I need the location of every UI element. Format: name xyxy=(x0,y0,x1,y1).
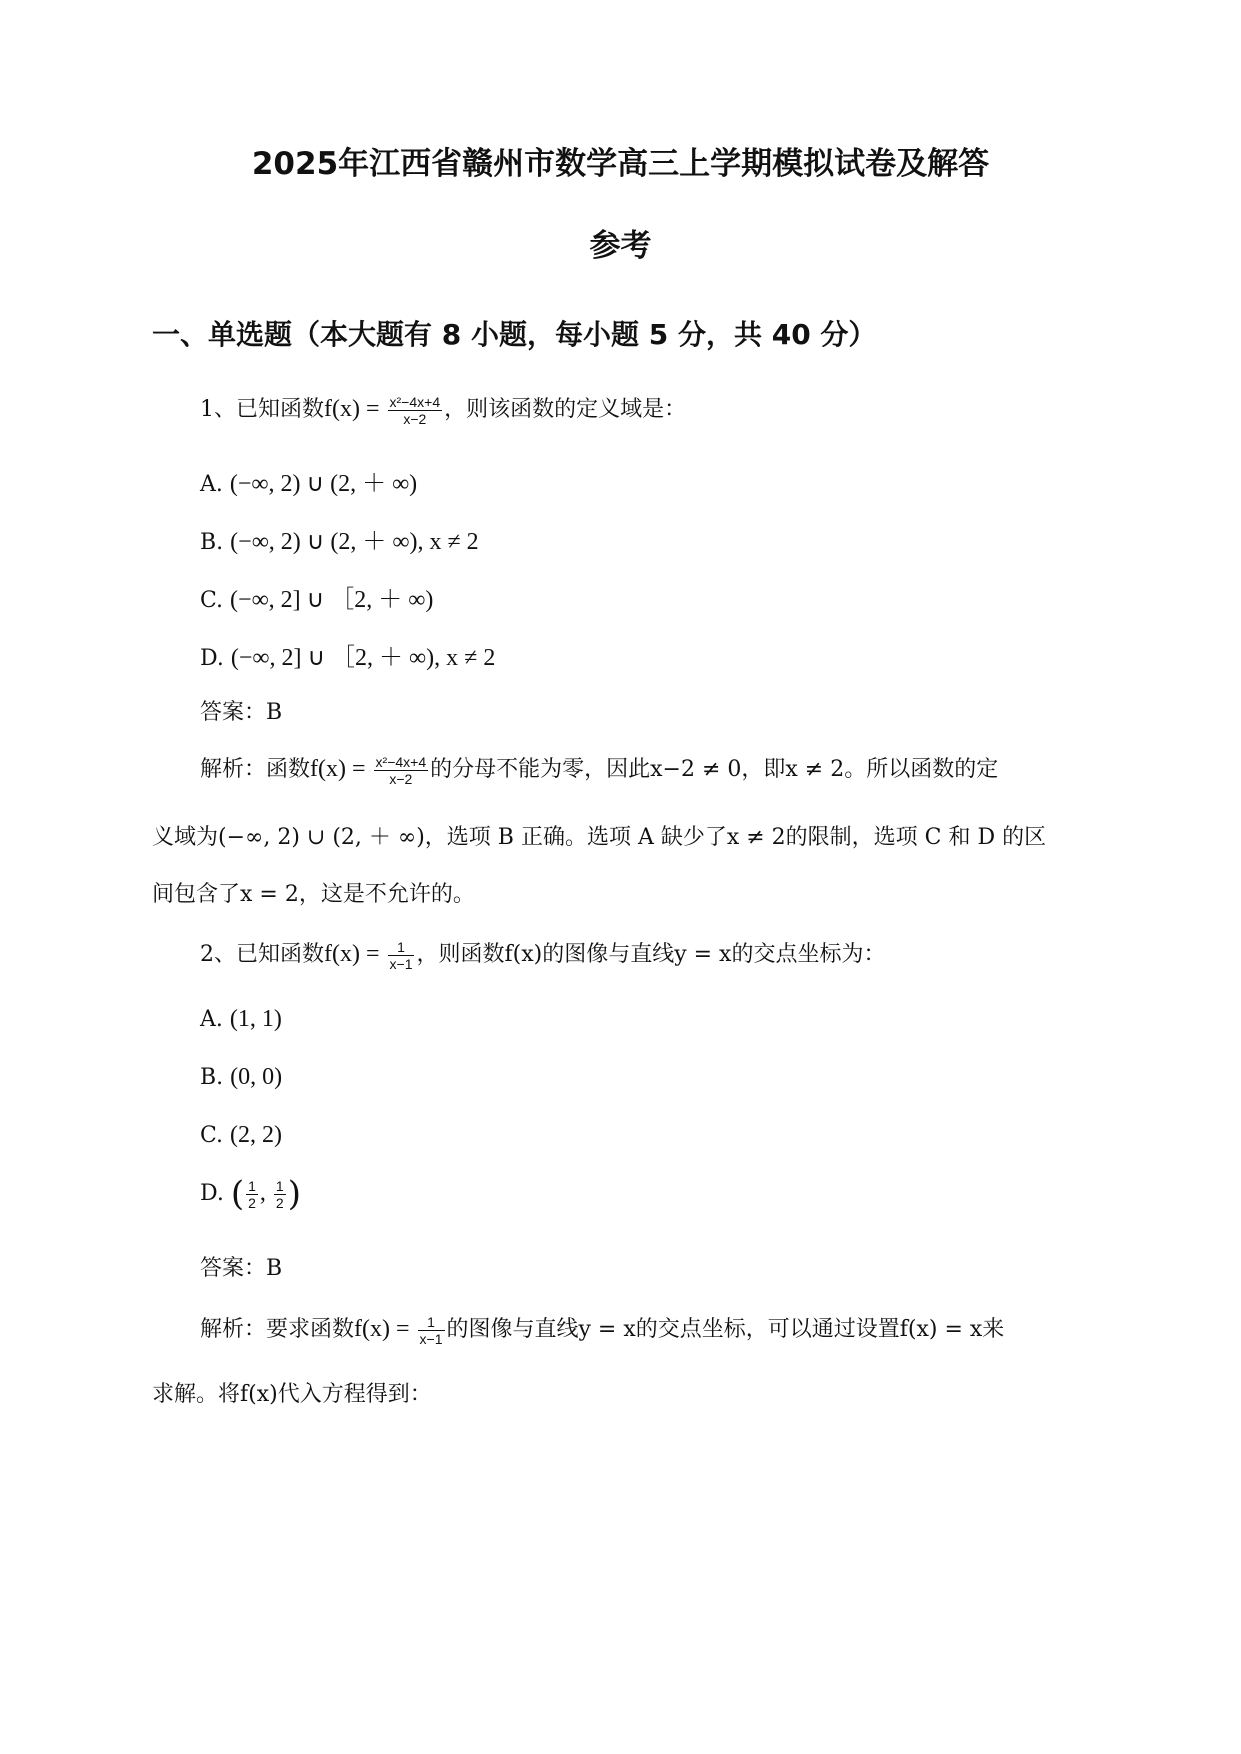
q1-answer: 答案：B xyxy=(200,700,283,725)
q2-fraction xyxy=(388,939,415,972)
q2-option-d-open-paren: ( xyxy=(230,1174,245,1214)
q2-option-d-close-paren: ) xyxy=(287,1174,301,1214)
q1-analysis-fraction-num: x²−4x+4 xyxy=(375,753,427,770)
q1-prefix: 1、已知函数 xyxy=(200,397,324,422)
q2-analysis-line1 xyxy=(200,1312,1004,1347)
q2-option-d xyxy=(200,1174,301,1214)
q2-analysis-fx: f(x) = xyxy=(354,1316,416,1342)
q2-analysis-prefix: 解析：要求函数 xyxy=(200,1317,355,1342)
q1-analysis-line3: 间包含了x = 2，这是不允许的。 xyxy=(152,882,475,907)
q2-option-d-comma: , xyxy=(259,1180,272,1206)
q2-stem xyxy=(200,937,885,972)
q2-fx: f(x) = xyxy=(324,941,386,967)
q1-analysis-fx: f(x) = xyxy=(310,756,372,782)
q1-analysis-line1 xyxy=(200,752,998,787)
q2-option-c xyxy=(200,1122,282,1149)
q2-option-d-frac1-num: 1 xyxy=(248,1177,256,1194)
q1-analysis-rest: 的分母不能为零，因此x−2 ≠ 0，即x ≠ 2。所以函数的定 xyxy=(430,757,999,782)
q1-fraction-num: x²−4x+4 xyxy=(389,393,441,410)
q1-option-b xyxy=(200,521,479,556)
q1-analysis-fraction-den: x−2 xyxy=(389,770,413,787)
q1-option-d xyxy=(200,637,495,672)
q2-option-b-text: (0, 0) xyxy=(230,1064,283,1090)
q1-option-b-text: (−∞, 2) ∪ (2, ＋ ∞), x ≠ 2 xyxy=(230,529,479,555)
q2-option-a-label: A. xyxy=(200,1007,223,1032)
doc-title-line1: 2025年江西省赣州市数学高三上学期模拟试卷及解答 xyxy=(251,146,990,182)
q1-option-d-label: D. xyxy=(200,646,224,671)
q1-analysis-fraction xyxy=(374,754,429,787)
doc-title-line2: 参考 xyxy=(589,228,652,264)
q2-analysis-fraction-num: 1 xyxy=(418,1314,445,1331)
q2-analysis-fraction-den: x−1 xyxy=(419,1330,443,1347)
q1-fx: f(x) = xyxy=(324,396,386,422)
q1-option-c-label: C. xyxy=(200,588,224,613)
q1-suffix: ，则该函数的定义域是： xyxy=(444,397,687,422)
q2-option-c-label: C. xyxy=(200,1123,224,1148)
q2-fraction-den: x−1 xyxy=(389,955,413,972)
q1-option-b-label: B. xyxy=(200,530,224,555)
q2-option-b xyxy=(200,1064,282,1091)
q1-fraction xyxy=(388,394,443,427)
q2-suffix: ，则函数f(x)的图像与直线y = x的交点坐标为： xyxy=(416,942,886,967)
q2-analysis-fraction xyxy=(418,1314,445,1347)
q2-prefix: 2、已知函数 xyxy=(200,942,324,967)
q1-stem xyxy=(200,392,686,427)
q1-option-a-text: (−∞, 2) ∪ (2, ＋ ∞) xyxy=(229,471,418,497)
section-heading-single-choice: 一、单选题（本大题有 8 小题，每小题 5 分，共 40 分） xyxy=(152,318,877,351)
q2-option-d-frac1-den: 2 xyxy=(248,1194,256,1211)
q2-analysis-rest: 的图像与直线y = x的交点坐标，可以通过设置f(x) = x来 xyxy=(446,1317,1005,1342)
q1-analysis-prefix: 解析：函数 xyxy=(200,757,311,782)
q2-option-b-label: B. xyxy=(200,1065,224,1090)
q2-option-d-frac1 xyxy=(246,1178,258,1211)
q2-analysis-line2: 求解。将f(x)代入方程得到： xyxy=(152,1382,432,1407)
q2-option-d-label: D. xyxy=(200,1181,224,1206)
q2-option-a-text: (1, 1) xyxy=(229,1006,282,1032)
q2-fraction-num: 1 xyxy=(388,939,415,956)
q2-option-d-frac2-den: 2 xyxy=(275,1194,284,1211)
q1-fraction-den: x−2 xyxy=(403,410,427,427)
q2-option-a xyxy=(200,1006,282,1033)
q1-option-d-text: (−∞, 2] ∪ ［2, ＋ ∞), x ≠ 2 xyxy=(230,645,496,671)
q1-analysis-line2: 义域为(−∞, 2) ∪ (2, ＋ ∞)，选项 B 正确。选项 A 缺少了x ≠ 2的限制，选项 C 和 D 的区 xyxy=(152,825,1047,850)
q1-option-a-label: A. xyxy=(200,472,223,497)
q1-option-a xyxy=(200,463,417,498)
q1-option-c xyxy=(200,579,433,614)
q2-option-d-frac2 xyxy=(274,1178,286,1211)
q2-answer: 答案：B xyxy=(200,1256,283,1281)
q1-option-c-text: (−∞, 2] ∪ ［2, ＋ ∞) xyxy=(230,587,434,613)
q2-option-d-frac2-num: 1 xyxy=(275,1177,284,1194)
q2-option-c-text: (2, 2) xyxy=(230,1122,283,1148)
